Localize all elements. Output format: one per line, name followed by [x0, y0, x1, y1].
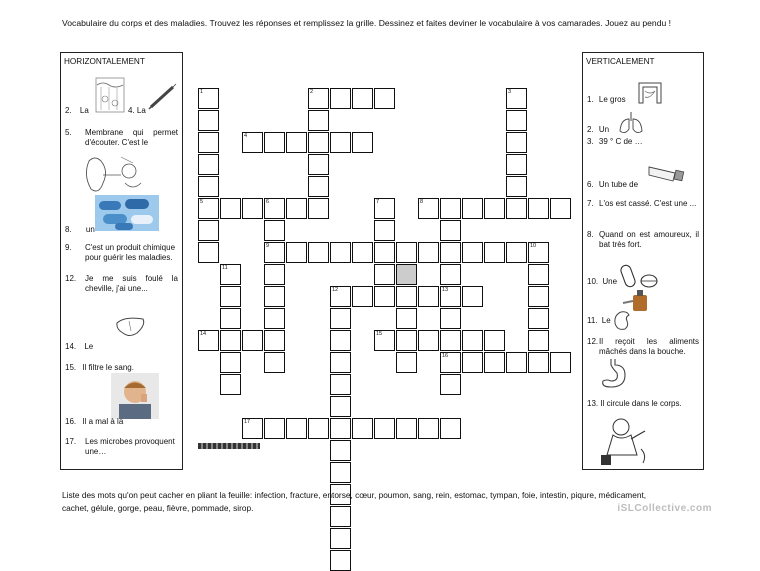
grid-cell[interactable] [528, 352, 549, 373]
grid-cell[interactable] [198, 132, 219, 153]
grid-cell[interactable] [374, 330, 395, 351]
grid-cell[interactable] [440, 352, 461, 373]
grid-cell[interactable] [374, 264, 395, 285]
grid-cell[interactable] [330, 308, 351, 329]
grid-cell[interactable] [264, 132, 285, 153]
grid-cell[interactable] [352, 418, 373, 439]
clue-h4: 4. La [128, 106, 146, 115]
clue-h5: Membrane qui permet d'écouter. C'est le [85, 128, 178, 147]
grid-cell[interactable] [484, 330, 505, 351]
clue-number-2: 2 [310, 89, 314, 95]
grid-cell[interactable] [440, 308, 461, 329]
grid-cell[interactable] [264, 264, 285, 285]
grid-cell[interactable] [242, 132, 263, 153]
clue-v8: Quand on est amoureux, il bat très fort. [599, 230, 699, 249]
clue-v7: L'os est cassé. C'est une ... [599, 199, 697, 208]
grid-cell[interactable] [440, 418, 461, 439]
grid-cell[interactable] [330, 352, 351, 373]
clue-v1: 1. Le gros [587, 95, 626, 104]
signature-mark [198, 443, 260, 449]
grid-cell[interactable] [440, 198, 461, 219]
grid-cell[interactable] [220, 286, 241, 307]
grid-cell[interactable] [198, 110, 219, 131]
clue-number-1: 1 [200, 89, 204, 95]
grid-cell[interactable] [330, 396, 351, 417]
grid-cell[interactable] [330, 528, 351, 549]
grid-cell[interactable] [308, 418, 329, 439]
grid-cell[interactable] [462, 198, 483, 219]
grid-cell-shaded [396, 264, 417, 285]
clue-number-5: 5 [200, 199, 204, 205]
clue-h8: 8. un [65, 225, 95, 234]
grid-cell[interactable] [330, 132, 351, 153]
grid-cell[interactable] [462, 330, 483, 351]
clue-v6: 6. Un tube de [587, 180, 639, 189]
clue-number-10: 10 [530, 243, 537, 249]
grid-cell[interactable] [374, 198, 395, 219]
grid-cell[interactable] [352, 88, 373, 109]
grid-cell[interactable] [264, 198, 285, 219]
clue-number-11: 11 [222, 265, 228, 271]
grid-cell[interactable] [506, 352, 527, 373]
grid-cell[interactable] [264, 418, 285, 439]
grid-cell[interactable] [264, 308, 285, 329]
grid-cell[interactable] [528, 198, 549, 219]
grid-cell[interactable] [528, 286, 549, 307]
clue-h12: Je me suis foulé la cheville, j'ai une... [85, 274, 178, 293]
grid-cell[interactable] [374, 220, 395, 241]
clue-h9: C'est un produit chimique pour guérir les maladies. [85, 243, 176, 262]
grid-cell[interactable] [308, 110, 329, 131]
clue-h2: 2. La [65, 106, 89, 115]
grid-cell[interactable] [330, 88, 351, 109]
grid-cell[interactable] [506, 132, 527, 153]
grid-cell[interactable] [396, 330, 417, 351]
grid-cell[interactable] [374, 418, 395, 439]
grid-cell[interactable] [352, 242, 373, 263]
grid-cell[interactable] [286, 418, 307, 439]
grid-cell[interactable] [440, 220, 461, 241]
grid-cell[interactable] [418, 418, 439, 439]
grid-cell[interactable] [396, 352, 417, 373]
grid-cell[interactable] [528, 308, 549, 329]
clue-v10: 10. Une [587, 277, 618, 286]
instructions: Vocabulaire du corps et des maladies. Trouvez les réponses et remplissez la grille. Dessinez et faites deviner le vocabulaire à vos camarades. Jouez au pendu ! [62, 18, 672, 28]
clue-h14: 14. Le [65, 342, 94, 351]
grid-cell[interactable] [396, 418, 417, 439]
grid-cell[interactable] [528, 242, 549, 263]
grid-cell[interactable] [198, 154, 219, 175]
grid-cell[interactable] [198, 88, 219, 109]
grid-cell[interactable] [330, 242, 351, 263]
word-list-line-2: cachet, gélule, gorge, peau, fièvre, pommade, sirop. [62, 503, 254, 513]
clue-h5-number: 5. [65, 128, 72, 137]
grid-cell[interactable] [198, 242, 219, 263]
word-list [62, 489, 646, 515]
grid-cell[interactable] [506, 176, 527, 197]
grid-cell[interactable] [308, 176, 329, 197]
clue-h17-number: 17. [65, 437, 77, 446]
grid-cell[interactable] [198, 220, 219, 241]
grid-cell[interactable] [440, 242, 461, 263]
grid-cell[interactable] [242, 330, 263, 351]
clue-number-14: 14 [200, 331, 207, 337]
grid-cell[interactable] [308, 242, 329, 263]
grid-cell[interactable] [528, 264, 549, 285]
grid-cell[interactable] [374, 286, 395, 307]
grid-cell[interactable] [396, 242, 417, 263]
clue-v12-number: 12. [587, 337, 599, 346]
grid-cell[interactable] [198, 176, 219, 197]
grid-cell[interactable] [264, 286, 285, 307]
grid-cell[interactable] [308, 198, 329, 219]
grid-cell[interactable] [462, 352, 483, 373]
grid-cell[interactable] [264, 330, 285, 351]
grid-cell[interactable] [308, 154, 329, 175]
grid-cell[interactable] [550, 352, 571, 373]
grid-cell[interactable] [440, 286, 461, 307]
grid-cell[interactable] [440, 374, 461, 395]
grid-cell[interactable] [396, 286, 417, 307]
clue-number-15: 15 [376, 331, 383, 337]
grid-cell[interactable] [220, 374, 241, 395]
grid-cell[interactable] [506, 154, 527, 175]
grid-cell[interactable] [308, 88, 329, 109]
grid-cell[interactable] [242, 418, 263, 439]
clue-h17: Les microbes provoquent une… [85, 437, 175, 456]
clue-v2: 2. Un [587, 125, 610, 134]
clue-v7-number: 7. [587, 199, 594, 208]
grid-cell[interactable] [330, 462, 351, 483]
clue-number-3: 3 [508, 89, 512, 95]
clue-v8-number: 8. [587, 230, 594, 239]
grid-cell[interactable] [220, 330, 241, 351]
grid-cell[interactable] [330, 440, 351, 461]
grid-cell[interactable] [220, 264, 241, 285]
clue-number-16: 16 [442, 353, 449, 359]
grid-cell[interactable] [330, 418, 351, 439]
grid-cell[interactable] [374, 242, 395, 263]
grid-cell[interactable] [330, 330, 351, 351]
clue-h15: 15. Il filtre le sang. [65, 363, 134, 372]
grid-cell[interactable] [440, 330, 461, 351]
grid-cell[interactable] [462, 242, 483, 263]
grid-cell[interactable] [220, 198, 241, 219]
vertical-title: VERTICALEMENT [586, 57, 655, 66]
grid-cell[interactable] [264, 242, 285, 263]
grid-cell[interactable] [286, 132, 307, 153]
clue-number-7: 7 [376, 199, 380, 205]
grid-cell[interactable] [550, 198, 571, 219]
grid-cell[interactable] [352, 286, 373, 307]
horizontal-title: HORIZONTALEMENT [64, 57, 145, 66]
grid-cell[interactable] [484, 198, 505, 219]
grid-cell[interactable] [374, 88, 395, 109]
clue-number-4: 4 [244, 133, 248, 139]
grid-cell[interactable] [242, 198, 263, 219]
grid-cell[interactable] [506, 110, 527, 131]
grid-cell[interactable] [506, 242, 527, 263]
grid-cell[interactable] [418, 198, 439, 219]
grid-cell[interactable] [418, 330, 439, 351]
grid-cell[interactable] [220, 308, 241, 329]
grid-cell[interactable] [198, 198, 219, 219]
clue-number-8: 8 [420, 199, 424, 205]
clue-h9-number: 9. [65, 243, 72, 252]
grid-cell[interactable] [308, 132, 329, 153]
clue-v12: Il reçoit les aliments mâchés dans la bouche. [599, 337, 699, 356]
watermark: iSLCollective.com [617, 503, 712, 514]
grid-cell[interactable] [506, 88, 527, 109]
grid-cell[interactable] [330, 550, 351, 571]
grid-cell[interactable] [352, 132, 373, 153]
clue-v3: 3. 39 ° C de … [587, 137, 643, 146]
grid-cell[interactable] [418, 286, 439, 307]
grid-cell[interactable] [330, 286, 351, 307]
clue-h16: 16. Il a mal à la [65, 417, 124, 426]
grid-cell[interactable] [484, 242, 505, 263]
grid-cell[interactable] [418, 242, 439, 263]
clue-v11: 11. Le [587, 316, 611, 325]
clue-number-12: 12 [332, 287, 339, 293]
grid-cell[interactable] [264, 352, 285, 373]
grid-cell[interactable] [506, 198, 527, 219]
grid-cell[interactable] [528, 330, 549, 351]
grid-cell[interactable] [330, 374, 351, 395]
grid-cell[interactable] [286, 198, 307, 219]
grid-cell[interactable] [286, 242, 307, 263]
clue-number-17: 17 [244, 419, 251, 425]
clue-number-13: 13 [442, 287, 449, 293]
grid-cell[interactable] [440, 264, 461, 285]
grid-cell[interactable] [396, 308, 417, 329]
word-list-line-1: Liste des mots qu'on peut cacher en pliant la feuille: infection, fracture, entorse, cœur, poumon, sang, rein, estomac, tympan, foie, intestin, piqure, médicament, [62, 490, 647, 500]
clue-h12-number: 12. [65, 274, 77, 283]
grid-cell[interactable] [220, 352, 241, 373]
grid-cell[interactable] [198, 330, 219, 351]
clue-number-9: 9 [266, 243, 270, 249]
clue-v13: 13. Il circule dans le corps. [587, 399, 682, 408]
grid-cell[interactable] [484, 352, 505, 373]
clue-number-6: 6 [266, 199, 270, 205]
grid-cell[interactable] [462, 286, 483, 307]
grid-cell[interactable] [264, 220, 285, 241]
